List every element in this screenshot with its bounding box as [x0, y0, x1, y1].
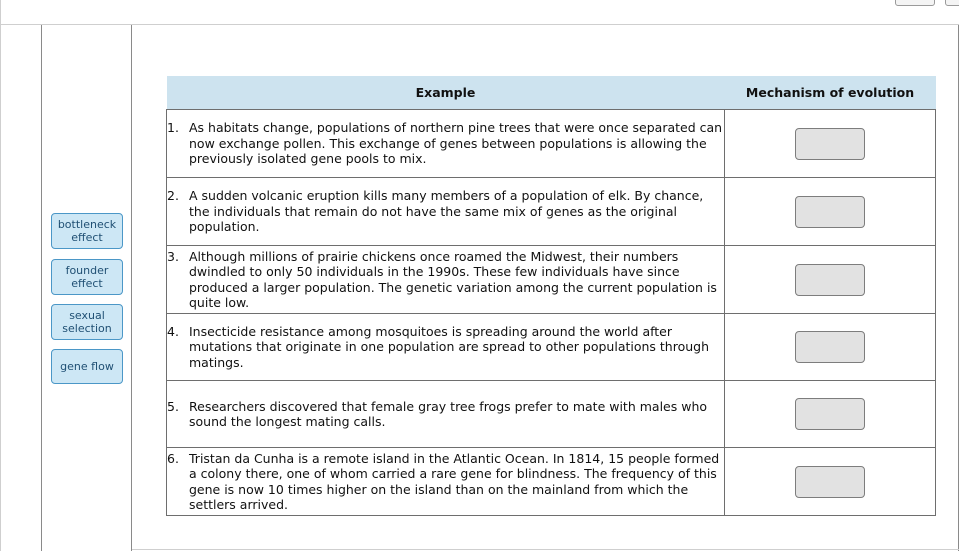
example-text: Insecticide resistance among mosquitoes is spreading around the world after mutations that originate in one population are spread to other populations through matings.: [189, 323, 710, 370]
example-number: 3.: [167, 248, 179, 264]
example-text: Although millions of prairie chickens once roamed the Midwest, their numbers dwindled to only 50 individuals in the 1990s. These few individuals have since produced a larger population. The genetic variation among the current population is quite low.: [189, 248, 717, 310]
drop-cell: [725, 110, 936, 178]
help-button[interactable]: [945, 0, 959, 6]
frame-left-border: [0, 0, 1, 551]
drop-target-1[interactable]: [795, 128, 865, 160]
example-text: A sudden volcanic eruption kills many members of a population of elk. By chance, the individuals that remain do not have the same mix of genes as the original population.: [189, 188, 704, 235]
chip-founder-effect[interactable]: founder effect: [51, 259, 123, 295]
example-text: Researchers discovered that female gray tree frogs prefer to mate with males who sound the longest mating calls.: [189, 398, 708, 429]
drop-target-4[interactable]: [795, 331, 865, 363]
example-number: 1.: [167, 120, 179, 136]
table-row: [167, 314, 936, 381]
matching-table: [166, 76, 936, 516]
drop-cell: [725, 314, 936, 381]
table-row: [167, 448, 936, 516]
drop-cell: [725, 448, 936, 516]
panel-bottom-border: [132, 549, 959, 550]
example-cell: [167, 110, 725, 178]
chip-bottleneck-effect[interactable]: bottleneck effect: [51, 213, 123, 249]
example-cell: [167, 246, 725, 314]
table-row: [167, 110, 936, 178]
drop-cell: [725, 246, 936, 314]
example-cell: [167, 178, 725, 246]
chip-tray-divider: [131, 25, 132, 551]
example-number: 6.: [167, 450, 179, 466]
example-cell: [167, 381, 725, 448]
example-text: As habitats change, populations of northern pine trees that were once separated can now exchange pollen. This exchange of genes between populations is allowing the previously isolated gene pools to mix.: [189, 120, 723, 167]
reset-button[interactable]: [895, 0, 935, 6]
drop-target-2[interactable]: [795, 196, 865, 228]
table-row: [167, 246, 936, 314]
example-cell: [167, 448, 725, 516]
chip-gene-flow[interactable]: gene flow: [51, 349, 123, 384]
drop-cell: [725, 178, 936, 246]
drop-target-3[interactable]: [795, 264, 865, 296]
example-number: 4.: [167, 323, 179, 339]
example-number: 2.: [167, 188, 179, 204]
example-text: Tristan da Cunha is a remote island in the Atlantic Ocean. In 1814, 15 people formed a colony there, one of whom carried a rare gene for blindness. The frequency of this gene is now 10 times higher on the island than on the mainland from which the settlers arrived.: [189, 450, 720, 512]
table-header-row: [167, 76, 936, 110]
drop-cell: [725, 381, 936, 448]
chip-sexual-selection[interactable]: sexual selection: [51, 304, 123, 340]
drop-target-5[interactable]: [795, 398, 865, 430]
table-row: [167, 381, 936, 448]
example-number: 5.: [167, 398, 179, 414]
example-cell: [167, 314, 725, 381]
header-mechanism: Mechanism of evolution: [725, 76, 936, 110]
drop-target-6[interactable]: [795, 466, 865, 498]
table-row: [167, 178, 936, 246]
header-example: Example: [167, 76, 725, 110]
